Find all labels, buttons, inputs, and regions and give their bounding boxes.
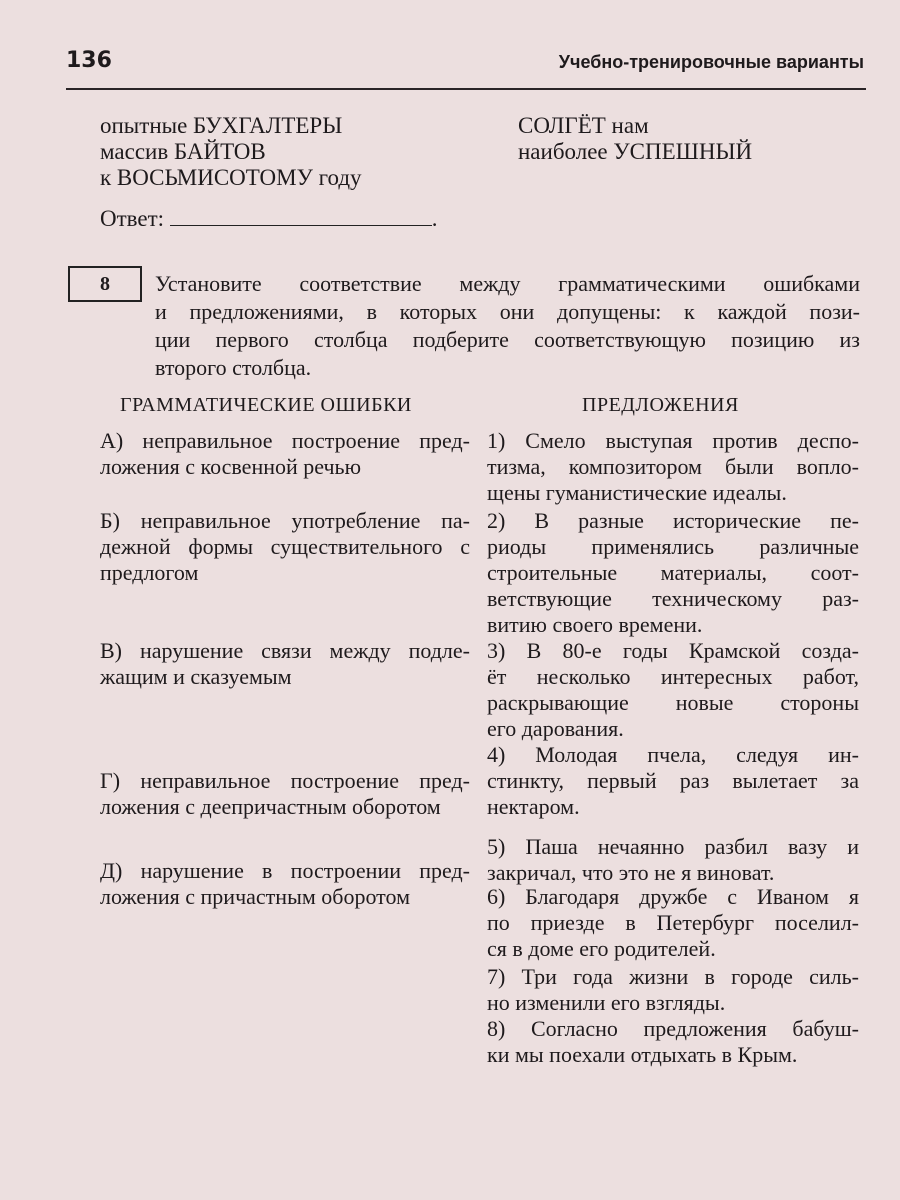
sentence-item-line: ёт несколько интересных работ,	[487, 664, 859, 689]
error-item	[100, 508, 470, 586]
answer-line	[100, 205, 438, 232]
error-item	[100, 768, 470, 820]
task-text-line: ции первого столбца подберите соответствующую позицию из	[155, 327, 860, 352]
sentence-item-line: стинкту, первый раз вылетает за	[487, 768, 859, 793]
sentence-item-line: ки мы поехали отдыхать в Крым.	[487, 1042, 798, 1067]
sentence-item-line: раскрывающие новые стороны	[487, 690, 859, 715]
sentence-item-line: ветствующие техническому раз-	[487, 586, 859, 611]
error-item-line: А) неправильное построение пред-	[100, 428, 470, 453]
running-header: Учебно-тренировочные варианты	[558, 52, 864, 72]
word-item: опытные БУХГАЛТЕРЫ	[100, 113, 343, 138]
sentence-item-line: по приезде в Петербург поселил-	[487, 910, 859, 935]
error-item-line: Б) неправильное употребление па-	[100, 508, 470, 533]
sentence-item-line: 2) В разные исторические пе-	[487, 508, 859, 533]
error-item-line: жащим и сказуемым	[100, 664, 292, 689]
sentence-item-line: щены гуманистические идеалы.	[487, 480, 787, 505]
sentence-item-line: тизма, композитором были вопло-	[487, 454, 859, 479]
column-heading-sentences: ПРЕДЛОЖЕНИЯ	[582, 394, 739, 416]
error-item-line: В) нарушение связи между подле-	[100, 638, 470, 663]
error-item-line: ложения с причастным оборотом	[100, 884, 410, 909]
error-item	[100, 858, 470, 910]
error-item-line: Д) нарушение в построении пред-	[100, 858, 470, 883]
word-item: СОЛГЁТ нам	[518, 113, 649, 138]
sentence-item	[487, 508, 859, 638]
sentence-item-line: но изменили его взгляды.	[487, 990, 726, 1015]
error-item-line: дежной формы существительного с	[100, 534, 470, 559]
sentence-item-line: нектаром.	[487, 794, 580, 819]
sentence-item-line: 6) Благодаря дружбе с Иваном я	[487, 884, 859, 909]
error-item-line: Г) неправильное построение пред-	[100, 768, 470, 793]
sentence-item	[487, 884, 859, 962]
answer-blank	[170, 205, 432, 226]
task-text-line: и предложениями, в которых они допущены: к каждой пози-	[155, 299, 860, 324]
sentence-item	[487, 964, 859, 1016]
sentence-item-line: его дарования.	[487, 716, 624, 741]
sentence-item-line: 1) Смело выступая против деспо-	[487, 428, 859, 453]
sentence-item-line: 3) В 80-е годы Крамской созда-	[487, 638, 859, 663]
error-item-line: ложения с косвенной речью	[100, 454, 362, 479]
sentence-item	[487, 638, 859, 742]
answer-period: .	[431, 206, 438, 231]
sentence-item-line: риоды применялись различные	[487, 534, 859, 559]
task-text-line: второго столбца.	[155, 355, 312, 380]
task-text-line: Установите соответствие между грамматическими ошибками	[155, 271, 860, 296]
sentence-item	[487, 742, 859, 820]
sentence-item-line: витию своего времени.	[487, 612, 703, 637]
error-item-line: ложения с деепричастным оборотом	[100, 794, 441, 819]
sentence-item	[487, 834, 859, 886]
sentence-item-line: 5) Паша нечаянно разбил вазу и	[487, 834, 859, 859]
word-item: массив БАЙТОВ	[100, 139, 266, 164]
word-item: к ВОСЬМИСОТОМУ году	[100, 165, 362, 190]
sentence-item-line: ся в доме его родителей.	[487, 936, 716, 961]
sentence-item-line: 4) Молодая пчела, следуя ин-	[487, 742, 859, 767]
header-rule	[66, 88, 866, 90]
sentence-item-line: 8) Согласно предложения бабуш-	[487, 1016, 859, 1041]
sentence-item	[487, 1016, 859, 1068]
error-item-line: предлогом	[100, 560, 199, 585]
task-number-box: 8	[68, 266, 142, 302]
sentence-item-line: строительные материалы, соот-	[487, 560, 859, 585]
answer-label: Ответ:	[100, 206, 165, 231]
sentence-item	[487, 428, 859, 506]
word-item: наиболее УСПЕШНЫЙ	[518, 139, 753, 164]
sentence-item-line: закричал, что это не я виноват.	[487, 860, 775, 885]
sentence-item-line: 7) Три года жизни в городе силь-	[487, 964, 859, 989]
error-item	[100, 428, 470, 480]
task-text	[155, 270, 860, 382]
word-list-right	[518, 113, 752, 165]
page-number: 136	[66, 48, 112, 73]
error-item	[100, 638, 470, 690]
word-list-left	[100, 113, 362, 191]
column-heading-errors: ГРАММАТИЧЕСКИЕ ОШИБКИ	[120, 394, 412, 416]
